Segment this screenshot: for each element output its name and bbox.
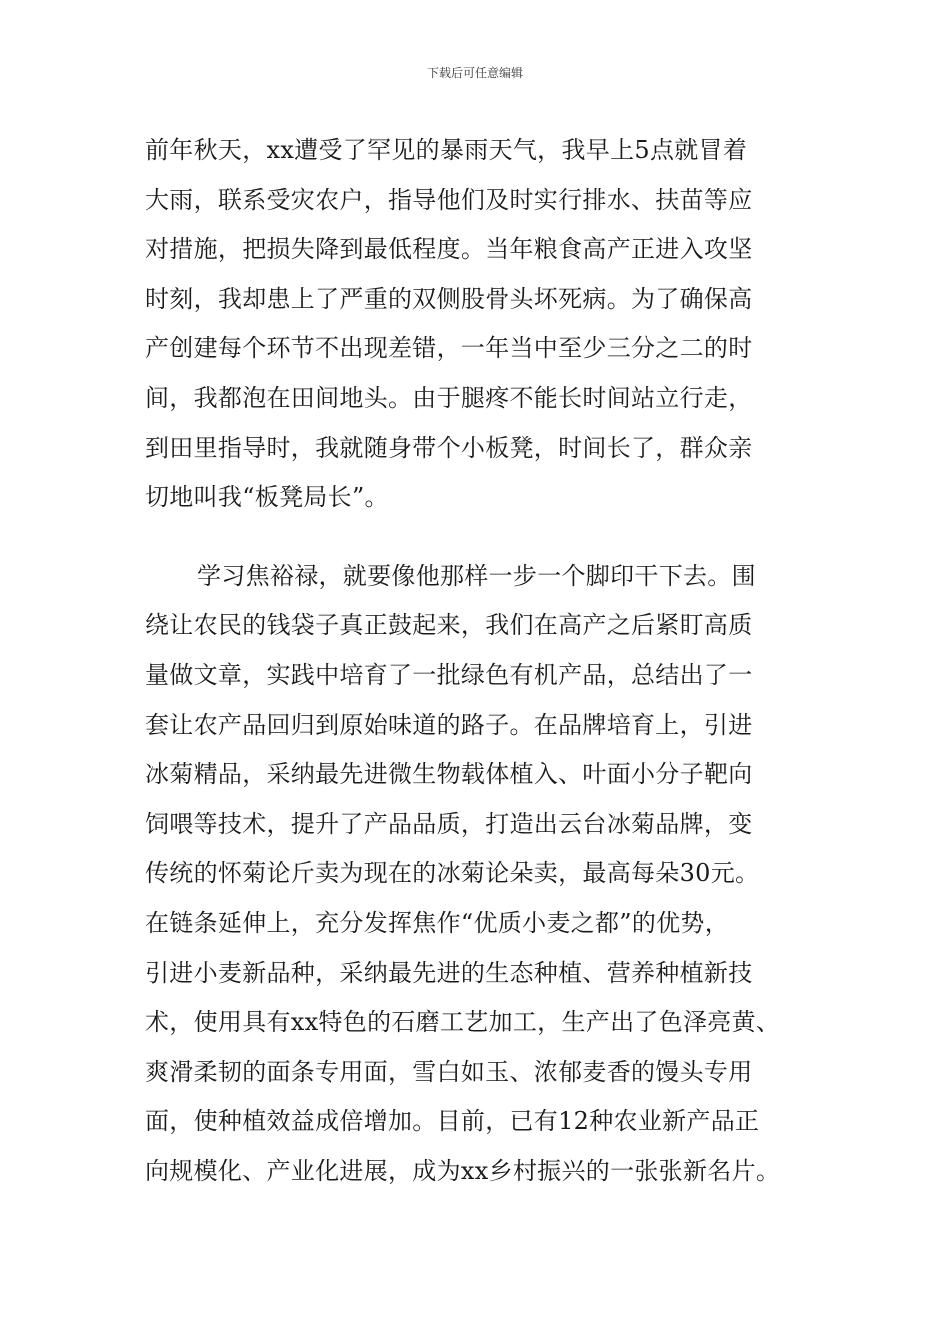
text-line: 向规模化、产业化进展，成为xx乡村振兴的一张张新名片。 [145, 1156, 781, 1185]
paragraph [145, 130, 805, 527]
text-line: 传统的怀菊论斤卖为现在的冰菊论朵卖，最高每朵30元。 [145, 859, 760, 888]
text-line: 产创建每个环节不出现差错，一年当中至少三分之二的时 [145, 334, 753, 363]
text-line: 爽滑柔韧的面条专用面，雪白如玉、浓郁麦香的馒头专用 [145, 1057, 753, 1086]
document-body [145, 130, 805, 1200]
text-line: 饲喂等技术，提升了产品品质，打造出云台冰菊品牌，变 [145, 809, 753, 838]
text-line: 术，使用具有xx特色的石磨工艺加工，生产出了色泽亮黄、 [145, 1008, 781, 1037]
text-line: 间，我都泡在田间地头。由于腿疼不能长时间站立行走， [145, 383, 753, 412]
text-line: 套让农产品回归到原始味道的路子。在品牌培育上，引进 [145, 710, 753, 739]
text-line: 冰菊精品，采纳最先进微生物载体植入、叶面小分子靶向 [145, 760, 753, 789]
text-line: 到田里指导时，我就随身带个小板凳，时间长了，群众亲 [145, 433, 753, 462]
text-line: 在链条延伸上，充分发挥焦作“优质小麦之都”的优势， [145, 908, 730, 937]
text-line: 绕让农民的钱袋子真正鼓起来，我们在高产之后紧盯高质 [145, 611, 753, 640]
text-line: 学习焦裕禄，就要像他那样一步一个脚印干下去。围 [197, 561, 756, 590]
text-line: 时刻，我却患上了严重的双侧股骨头坏死病。为了确保高 [145, 284, 753, 313]
text-line: 引进小麦新品种，采纳最先进的生态种植、营养种植新技 [145, 958, 753, 987]
text-line: 量做文章，实践中培育了一批绿色有机产品，总结出了一 [145, 660, 753, 689]
text-line: 前年秋天，xx遭受了罕见的暴雨天气，我早上5点就冒着 [145, 136, 748, 164]
page-header: 下载后可任意编辑 [426, 66, 523, 80]
text-line: 切地叫我“板凳局长”。 [145, 483, 389, 512]
text-line: 大雨，联系受灾农户，指导他们及时实行排水、扶苗等应 [145, 185, 753, 214]
paragraph [145, 556, 805, 1201]
text-line: 对措施，把损失降到最低程度。当年粮食高产正进入攻坚 [145, 235, 753, 264]
text-line: 面，使种植效益成倍增加。目前，已有12种农业新产品正 [145, 1107, 760, 1136]
